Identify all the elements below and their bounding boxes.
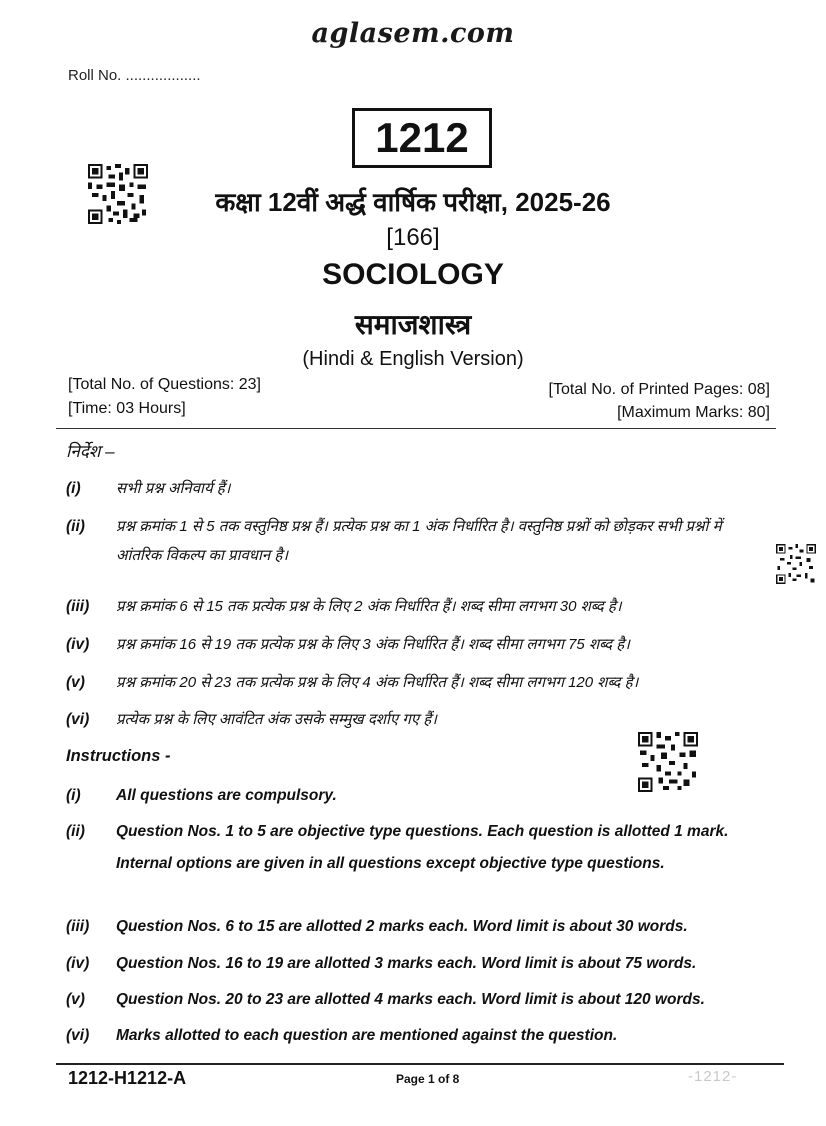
- item-text: प्रश्न क्रमांक 20 से 23 तक प्रत्येक प्रश्न के लिए 4 अंक निर्धारित हैं। शब्द सीमा लगभग 120 शब्द है।: [116, 674, 639, 691]
- list-item: [66, 630, 776, 659]
- list-item: [66, 948, 778, 980]
- item-text: प्रश्न क्रमांक 6 से 15 तक प्रत्येक प्रश्न के लिए 2 अंक निर्धारित हैं। शब्द सीमा लगभग 30 शब्द है।: [116, 598, 622, 615]
- footer-code: 1212-H1212-A: [68, 1068, 187, 1088]
- hindi-instructions-heading: निर्देश –: [66, 442, 115, 461]
- item-number: (vi): [66, 1027, 90, 1044]
- divider: [56, 1063, 784, 1065]
- exam-title: कक्षा 12वीं अर्द्ध वार्षिक परीक्षा, 2025-26: [215, 187, 611, 217]
- item-number: (iv): [66, 955, 90, 972]
- list-item: [66, 984, 778, 1016]
- item-text: Question Nos. 1 to 5 are objective type questions. Each question is allotted 1 mark. Internal options are given in all questions except objective type questions.: [116, 823, 729, 872]
- item-number: (ii): [66, 518, 85, 535]
- item-text: Marks allotted to each question are mentioned against the question.: [116, 1027, 618, 1044]
- item-text: प्रश्न क्रमांक 1 से 5 तक वस्तुनिष्ठ प्रश्न हैं। प्रत्येक प्रश्न का 1 अंक निर्धारित है। वस्तुनिष्ठ प्रश्नों को छोड़कर सभी प्रश्नों में आंतरिक विकल्प का प्रावधान है।: [116, 518, 722, 564]
- item-number: (vi): [66, 711, 90, 728]
- watermark: aglasem.com: [311, 18, 515, 49]
- total-pages: [Total No. of Printed Pages: 08]: [548, 381, 770, 398]
- item-text: सभी प्रश्न अनिवार्य हैं।: [116, 480, 231, 497]
- item-number: (i): [66, 787, 81, 804]
- list-item: [66, 816, 778, 880]
- faint-footer-code: -1212-: [688, 1068, 738, 1085]
- subject-code: [166]: [386, 224, 440, 251]
- qr-code-icon: [638, 732, 698, 792]
- paper-code-box: 1212: [352, 108, 492, 168]
- version-label: (Hindi & English Version): [302, 348, 524, 370]
- list-item: [66, 512, 766, 570]
- item-text: Question Nos. 6 to 15 are allotted 2 marks each. Word limit is about 30 words.: [116, 918, 688, 935]
- list-item: [66, 705, 776, 734]
- item-text: Question Nos. 20 to 23 are allotted 4 marks each. Word limit is about 120 words.: [116, 991, 705, 1008]
- list-item: [66, 911, 778, 943]
- subject-title-english: SOCIOLOGY: [322, 258, 504, 291]
- item-text: Question Nos. 16 to 19 are allotted 3 marks each. Word limit is about 75 words.: [116, 955, 697, 972]
- total-questions: [Total No. of Questions: 23]: [68, 376, 261, 393]
- list-item: [66, 1020, 778, 1052]
- english-instructions-heading: Instructions -: [66, 747, 171, 765]
- item-number: (ii): [66, 823, 85, 840]
- item-number: (iii): [66, 918, 90, 935]
- list-item: [66, 668, 776, 697]
- item-text: All questions are compulsory.: [116, 787, 337, 804]
- roll-number-field: Roll No. ..................: [68, 67, 201, 84]
- exam-time: [Time: 03 Hours]: [68, 400, 186, 417]
- list-item: [66, 780, 626, 812]
- list-item: [66, 592, 776, 621]
- item-number: (v): [66, 674, 85, 691]
- item-text: प्रश्न क्रमांक 16 से 19 तक प्रत्येक प्रश्न के लिए 3 अंक निर्धारित हैं। शब्द सीमा लगभग 75 शब्द है।: [116, 636, 630, 653]
- item-number: (iii): [66, 598, 90, 615]
- item-number: (v): [66, 991, 85, 1008]
- item-number: (i): [66, 480, 81, 497]
- subject-title-hindi: समाजशास्त्र: [354, 309, 472, 340]
- page-number: Page 1 of 8: [396, 1072, 460, 1086]
- qr-code-icon: [776, 544, 816, 584]
- item-number: (iv): [66, 636, 90, 653]
- item-text: प्रत्येक प्रश्न के लिए आवंटित अंक उसके सम्मुख दर्शाए गए हैं।: [116, 711, 437, 728]
- maximum-marks: [Maximum Marks: 80]: [617, 404, 770, 421]
- divider: [56, 428, 776, 429]
- list-item: [66, 474, 766, 503]
